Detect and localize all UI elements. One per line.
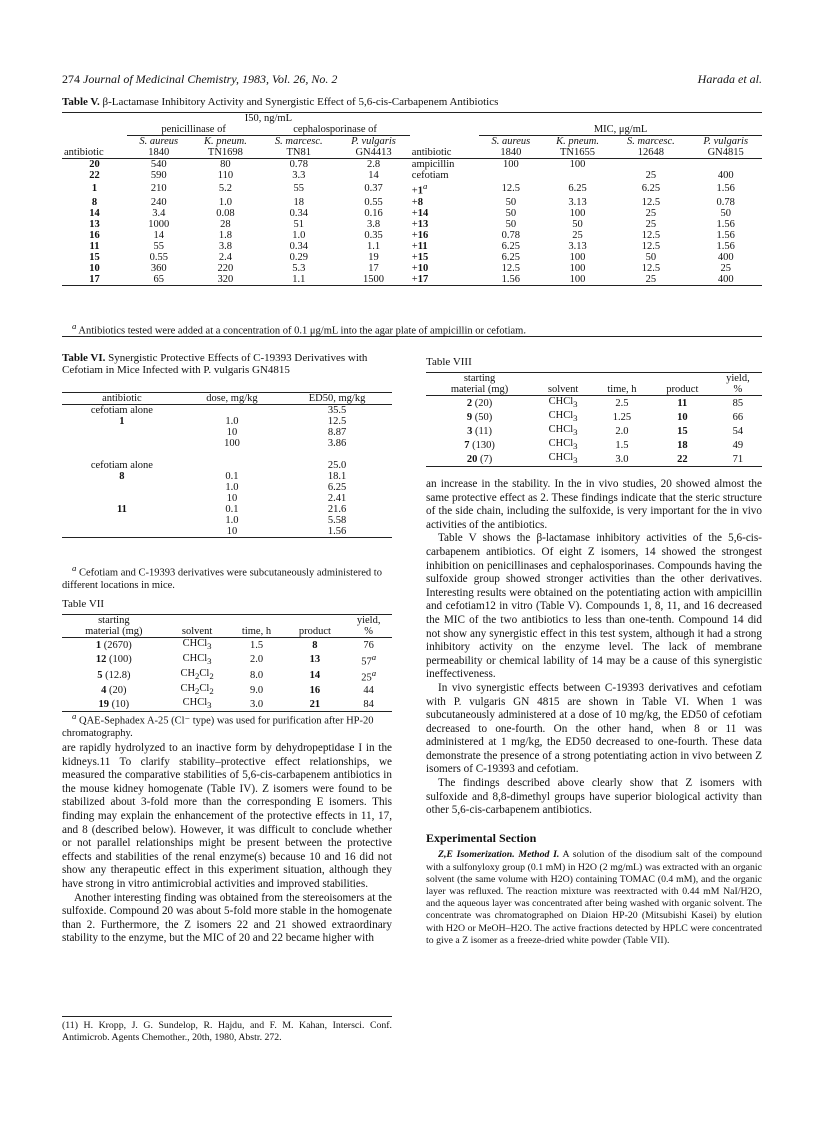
- table-cell: 12.5: [327, 416, 347, 427]
- table-cell: 540: [150, 159, 167, 170]
- table-row: [62, 181, 762, 197]
- table-cell: 1.56: [716, 229, 735, 241]
- col-antibiotic: antibiotic: [411, 147, 452, 158]
- table-cell: 11: [116, 504, 127, 515]
- table-cell: 12.5: [641, 196, 661, 208]
- table-cell: 6.25: [568, 183, 587, 195]
- paragraph: In vivo synergistic effects between C-19393 derivatives and cefotiam with P. vulgaris GN 4815 are shown in Table VI. When 1 was subcutaneously administered at a dose of 10 mg/kg, the ED50 of cefotiam decreased to one-fourth. On the other hand, when 8 or 11 was administered at 1 mg/kg, the ED50 decreased to one-fourth. These data demonstrate the presence of a strong potentiating action in vivo between Z isomers of C-19393 and cefotiam.: [426, 681, 762, 776]
- table-cell: 0.78: [289, 159, 308, 170]
- table-cell: 100: [569, 273, 586, 285]
- table-cell: 19 (10): [98, 698, 130, 710]
- table-cell: 100: [569, 251, 586, 263]
- table-cell: 14: [368, 170, 379, 181]
- table-cell: 1.0: [292, 229, 306, 241]
- table-cell: 0.78: [501, 229, 521, 241]
- table-cell: 100: [569, 207, 586, 219]
- table-row: [62, 405, 392, 417]
- table-cell: 6.25: [641, 183, 661, 195]
- org-header: K. pneum.: [556, 136, 599, 147]
- paragraph: The findings described above clearly show that Z isomers with sulfoxide and 8,8-dimethyl groups have superior biological activity than other 5,6-cis-carbapenem antibiotics.: [426, 777, 762, 817]
- table-cell: 20: [89, 159, 100, 170]
- table-cell: 6.25: [327, 482, 347, 493]
- table-cell: 13: [89, 218, 100, 230]
- author-running-head: Harada et al.: [697, 72, 762, 86]
- table-cell: $CH_2Cl_2$: [180, 683, 214, 697]
- table-cell: 14: [153, 229, 164, 241]
- col-pct: %: [364, 626, 374, 637]
- table-cell: 55: [293, 183, 305, 195]
- col-yield: yield,: [356, 615, 381, 626]
- col-dose: dose, mg/kg: [206, 393, 258, 404]
- table-cell: 3 (11): [467, 425, 493, 437]
- table-row: [426, 410, 762, 424]
- table-cell: 3.8: [366, 218, 381, 230]
- table-cell: 0.35: [364, 229, 383, 241]
- table6-caption: Table VI. Synergistic Protective Effects of C-19393 Derivatives with Cefotiam in Mice Infected with P. vulgaris GN4815: [62, 352, 368, 376]
- table-cell: 35.5: [327, 405, 347, 416]
- table-row: [62, 683, 392, 697]
- table-cell: [182, 460, 282, 471]
- table-cell: [62, 438, 182, 449]
- table-cell: 25: [572, 229, 583, 241]
- table-cell: +10: [411, 262, 429, 274]
- table-cell: 1.0: [225, 416, 239, 427]
- table-cell: +16: [411, 229, 429, 241]
- table-cell: 0.78: [716, 196, 735, 208]
- org-header: S. marcesc.: [627, 136, 675, 147]
- table-cell: 18.1: [327, 471, 347, 482]
- table-row: [62, 449, 392, 460]
- table-cell: +11: [411, 240, 428, 252]
- table6-body: [62, 405, 392, 538]
- table-cell: 1.0: [225, 482, 239, 493]
- table-cell: 50: [720, 207, 731, 219]
- table-cell: [282, 449, 392, 460]
- table-cell: 400: [717, 170, 734, 181]
- table-cell: 1: [119, 416, 125, 427]
- table-cell: 49: [732, 439, 744, 451]
- table-cell: 1.25: [612, 411, 632, 423]
- table-row: [62, 208, 762, 219]
- table-cell: 1.5: [615, 439, 629, 451]
- table-cell: 50: [505, 218, 517, 230]
- table8-body: [426, 396, 762, 467]
- strain-header: 1840: [148, 147, 170, 158]
- table-cell: 220: [217, 262, 234, 274]
- table-cell: 100: [224, 438, 240, 449]
- table6: [62, 392, 392, 538]
- paragraph: an increase in the stability. In the in vivo studies, 20 showed almost the same protective effect as 2. These findings indicate that the steric structure of the side chain, including the sulfoxide, is very important for the in vivo activities of the antibiotics.: [426, 478, 762, 531]
- penicillinase-group: penicillinase of: [127, 124, 260, 136]
- table-cell: 2 (20): [466, 397, 493, 409]
- table-cell: 17: [368, 262, 379, 274]
- table-cell: 8: [119, 471, 125, 482]
- col-time: time, h: [607, 384, 637, 395]
- table-cell: 15: [677, 425, 688, 437]
- table-cell: 0.37: [364, 183, 383, 195]
- table-cell: 10: [677, 411, 688, 423]
- table-cell: 4 (20): [101, 684, 127, 696]
- table-cell: 400: [717, 273, 734, 285]
- table-row: [62, 493, 392, 504]
- table-cell: 13: [309, 654, 321, 666]
- table-cell: 210: [150, 183, 167, 195]
- table-cell: 1 (2670): [95, 639, 132, 651]
- table8: [426, 372, 762, 467]
- table-cell: 51: [293, 218, 305, 230]
- table-cell: 0.16: [364, 207, 383, 219]
- table-cell: 66: [732, 411, 744, 423]
- table-cell: 25: [645, 170, 657, 181]
- table-cell: 1.56: [716, 240, 735, 252]
- table-cell: 3.8: [218, 240, 232, 252]
- col-product: product: [666, 384, 699, 395]
- table-cell: 590: [150, 170, 167, 181]
- table-cell: 2.8: [366, 159, 381, 170]
- table-cell: 28: [220, 218, 231, 230]
- table-cell: 1500: [363, 273, 385, 285]
- table-cell: 10: [226, 493, 238, 504]
- table-cell: 80: [220, 159, 231, 170]
- right-body-text: [426, 478, 762, 947]
- col-time: time, h: [241, 626, 272, 637]
- strain-header: 1840: [500, 147, 522, 158]
- table-cell: [62, 526, 182, 538]
- table7-caption: Table VII: [62, 598, 105, 610]
- table5-caption: Table V. β-Lactamase Inhibitory Activity and Synergistic Effect of 5,6-cis-Carbapenem Antibiotics: [62, 96, 499, 108]
- table-row: [62, 668, 392, 684]
- strain-header: TN1698: [207, 147, 243, 158]
- table-cell: [182, 449, 282, 460]
- table-cell: 12 (100): [95, 654, 132, 666]
- table-cell: 12.5: [641, 229, 661, 241]
- left-body-text: [62, 742, 392, 946]
- table-cell: [62, 427, 182, 438]
- table-cell: 100: [569, 262, 586, 274]
- table-row: [62, 197, 762, 208]
- table-cell: 50: [572, 218, 583, 230]
- table-cell: 20 (7): [466, 453, 493, 465]
- table-cell: 0.34: [289, 240, 308, 252]
- table-cell: 400: [717, 251, 734, 263]
- table-cell: +17: [411, 273, 429, 285]
- org-header: S. aureus: [139, 136, 179, 147]
- col-starting: starting: [463, 373, 496, 384]
- table-cell: 8: [91, 196, 98, 208]
- table-cell: 44: [363, 684, 374, 696]
- table-cell: [62, 449, 182, 460]
- table-row: [426, 396, 762, 411]
- table-cell: 22: [89, 170, 100, 181]
- table-cell: 50: [505, 207, 517, 219]
- table-cell: [689, 159, 762, 171]
- col-starting: starting: [98, 615, 130, 626]
- org-header: P. vulgaris: [703, 136, 749, 147]
- table-cell: 65: [153, 273, 164, 285]
- table-cell: 10: [226, 526, 238, 537]
- table-row: [62, 230, 762, 241]
- table-cell: cefotiam: [411, 170, 449, 181]
- table-cell: +8: [411, 196, 423, 208]
- table-cell: 25: [720, 262, 731, 274]
- table-cell: $+1^a$: [411, 181, 428, 197]
- table-row: [62, 263, 762, 274]
- col-pct: %: [733, 384, 743, 395]
- table-cell: 1.56: [327, 526, 347, 537]
- table-cell: 1.56: [501, 273, 521, 285]
- table-cell: [62, 493, 182, 504]
- org-header: K. pneum.: [203, 136, 247, 147]
- col-solvent: solvent: [547, 384, 579, 395]
- table-cell: 16: [309, 684, 321, 696]
- table-cell: 8: [312, 639, 318, 651]
- table-cell: 0.55: [364, 196, 383, 208]
- table-cell: CHCl$_3$: [548, 424, 578, 438]
- table-cell: 1.5: [249, 639, 264, 651]
- table-row: [62, 652, 392, 668]
- table-cell: 25$^a$: [361, 667, 377, 684]
- table-cell: 10: [89, 262, 100, 274]
- table-cell: 12.5: [641, 262, 661, 274]
- paragraph: are rapidly hydrolyzed to an inactive form by dehydropeptidase I in the kidneys.11 To clarify stability–protective effect relationships, we measured the comparative stabilities of 5,6-cis-carbapenem antibiotics in the mouse kidney homogenate (Table IV). Z isomers were found to be stabilized about 3-fold more than the corresponding E isomers. This finding may explain the enhancement of the protective effects in 11, 17, and 8 (described below). However, it was difficult to conclude whether or not parallel relationships might be present between the protective effects and stabilities of the renal enzyme(s) because 10 and 16 did not show any therapeutic effect in this experiment situation, although they have strong in vitro antimicrobial activities and improved stabilities.: [62, 742, 392, 890]
- table-cell: 100: [502, 159, 519, 170]
- table-cell: 2.5: [615, 397, 629, 409]
- table-cell: 16: [89, 229, 100, 241]
- col-material: material (mg): [450, 384, 509, 395]
- table-cell: CHCl$_3$: [182, 697, 212, 711]
- table-cell: 0.1: [225, 504, 239, 515]
- table-cell: [62, 515, 182, 526]
- table-cell: 5.2: [218, 183, 232, 195]
- table-cell: 3.0: [249, 698, 264, 710]
- footnote-rule: [62, 1016, 392, 1017]
- table-cell: +13: [411, 218, 429, 230]
- table-cell: 8.0: [249, 669, 264, 681]
- table-cell: 14: [89, 207, 100, 219]
- table-row: [62, 416, 392, 427]
- table-row: [62, 504, 392, 515]
- table-cell: 8.87: [327, 427, 347, 438]
- table7: [62, 614, 392, 712]
- table-cell: 1.56: [716, 183, 735, 195]
- table-cell: 11: [89, 240, 100, 252]
- table-cell: 84: [363, 698, 374, 710]
- table-cell: +14: [411, 207, 429, 219]
- table-cell: 1.0: [218, 196, 232, 208]
- strain-header: 12648: [637, 147, 664, 158]
- table5-bottom-rule: [62, 336, 762, 337]
- table-cell: CHCl$_3$: [182, 652, 212, 666]
- table-cell: 5.3: [292, 262, 306, 274]
- table-cell: 2.0: [249, 654, 264, 666]
- table-cell: 100: [569, 159, 586, 170]
- table-cell: 1000: [148, 218, 170, 230]
- table-row: [62, 515, 392, 526]
- org-header: S. marcesc.: [274, 136, 323, 147]
- col-ed50: ED50, mg/kg: [308, 393, 366, 404]
- col-solvent: solvent: [181, 626, 213, 637]
- col-yield: yield,: [726, 373, 750, 384]
- table-cell: 1.8: [218, 229, 232, 241]
- table-row: [62, 438, 392, 449]
- table-cell: 21.6: [327, 504, 347, 515]
- table-cell: 6.25: [501, 251, 521, 263]
- table5: [62, 112, 762, 286]
- table-cell: CHCl$_3$: [548, 410, 578, 424]
- table-cell: 0.29: [289, 251, 308, 263]
- table6-footnote: $^a$ Cefotiam and C-19393 derivatives were subcutaneously administered to different locations in mice.: [62, 563, 382, 591]
- table-row: [62, 219, 762, 230]
- table-cell: CHCl$_3$: [548, 396, 578, 410]
- table-cell: 0.55: [149, 251, 168, 263]
- table-cell: CHCl$_3$: [548, 438, 578, 452]
- table7-body: [62, 638, 392, 712]
- table-cell: 15: [89, 251, 100, 263]
- table-cell: 12.5: [641, 240, 661, 252]
- table-cell: 18: [293, 196, 305, 208]
- table-cell: 22: [677, 453, 688, 465]
- table-cell: 3.13: [568, 196, 587, 208]
- experimental-heading: Experimental Section: [426, 830, 537, 845]
- table-cell: 11: [677, 397, 688, 409]
- running-header: [62, 72, 762, 87]
- table-row: [62, 471, 392, 482]
- table-row: [62, 526, 392, 538]
- table-cell: 9.0: [249, 684, 264, 696]
- table-cell: 54: [732, 425, 744, 437]
- table-cell: 71: [732, 453, 744, 465]
- org-header: S. aureus: [491, 136, 531, 147]
- table-cell: 3.86: [327, 438, 347, 449]
- table-cell: 12.5: [501, 183, 521, 195]
- strain-header: TN81: [286, 147, 312, 158]
- paragraph: Another interesting finding was obtained from the stereoisomers at the sulfoxide. Compound 20 was about 5-fold more stable in the homogenate than 2. Furthermore, the Z isomers 22 and 21 showed extraordinary stability to the enzyme, but the MIC of 20 and 22 became higher with: [62, 891, 392, 945]
- i50-header: I50, ng/mL: [244, 113, 292, 124]
- table-cell: 85: [732, 397, 744, 409]
- mic-header: MIC, μg/mL: [479, 124, 762, 136]
- table-cell: 110: [217, 170, 234, 181]
- table-row: [426, 452, 762, 467]
- table-cell: 25: [645, 273, 657, 285]
- table-cell: [62, 482, 182, 493]
- col-antibiotic: antibiotic: [64, 147, 104, 158]
- table-cell: 3.13: [568, 240, 587, 252]
- table-cell: 18: [677, 439, 688, 451]
- table-cell: +15: [411, 251, 429, 263]
- cephalosporinase-group: cephalosporinase of: [260, 124, 410, 136]
- table-cell: $CH_2Cl_2$: [180, 668, 214, 682]
- table-row: [62, 241, 762, 252]
- table-cell: 240: [150, 196, 167, 208]
- table-cell: 2.0: [615, 425, 629, 437]
- table-cell: 2.4: [218, 251, 232, 263]
- table-cell: 3.4: [152, 207, 166, 219]
- table-cell: 1.56: [716, 218, 735, 230]
- table-cell: cefotiam alone: [90, 405, 153, 416]
- table-cell: 76: [363, 639, 374, 651]
- table-cell: 2.41: [327, 493, 347, 504]
- strain-header: GN4815: [707, 147, 744, 158]
- table-cell: 320: [217, 273, 234, 285]
- col-material: material (mg): [85, 626, 143, 637]
- table-row: [62, 638, 392, 653]
- table-cell: 1.0: [225, 515, 239, 526]
- table-cell: ampicillin: [411, 159, 455, 170]
- table-cell: 25: [645, 207, 657, 219]
- page-number: 274: [62, 72, 80, 86]
- table-row: [62, 460, 392, 471]
- journal-citation: Journal of Medicinal Chemistry, 1983, Vol. 26, No. 2: [83, 72, 338, 86]
- table-row: [62, 252, 762, 263]
- table-cell: 360: [150, 262, 167, 274]
- table-cell: 14: [309, 669, 321, 681]
- table-cell: [479, 170, 543, 181]
- strain-header: GN4413: [355, 147, 392, 158]
- table7-footnote: $^a$ QAE-Sephadex A-25 (Cl⁻ type) was used for purification after HP-20 chromatography.: [62, 711, 374, 739]
- reference-11: (11) H. Kropp, J. G. Sundelop, R. Hajdu, and F. M. Kahan, Intersci. Conf. Antimicrob. Agents Chemother., 20th, 1980, Abstr. 272.: [62, 1020, 392, 1044]
- table-cell: 3.0: [615, 453, 629, 465]
- table-row: [62, 159, 762, 171]
- table-cell: cefotiam alone: [90, 460, 153, 471]
- table-cell: 1.1: [366, 240, 381, 252]
- table-cell: 1.1: [292, 273, 306, 285]
- table-row: [62, 427, 392, 438]
- table-cell: 17: [89, 273, 100, 285]
- table-cell: 55: [153, 240, 164, 252]
- table-cell: 0.34: [289, 207, 308, 219]
- table-cell: 1: [91, 183, 98, 195]
- table-cell: [182, 405, 282, 417]
- table-cell: 25.0: [327, 460, 347, 471]
- table-row: [426, 424, 762, 438]
- table-cell: 57$^a$: [361, 652, 377, 668]
- paragraph: Table V shows the β-lactamase inhibitory activities of the 5,6-cis-carbapenem antibiotics. Of eight Z isomers, 14 showed the strongest inhibition on penicillinases and cephalosporinases. Compounds having the sulfoxide group showed stronger activities than the other derivatives. Interesting results were obtained on the potentiating action with ampicillin and cefotiam12 in vitro (Table V). Compounds 1, 8, 11, and 16 decreased the MIC of the two antibiotics to less than one-tenth. Compound 14 did not show any synergistic effect in this test system, although it had a strong inhibitory activity on the enzyme level. The lack of membrane permeability or chemical lability of 14 may be a cause of this synergistic ineffectiveness.: [426, 532, 762, 681]
- table-cell: [612, 159, 689, 171]
- table-row: [62, 170, 762, 181]
- table-cell: 19: [368, 251, 379, 263]
- table-cell: 21: [309, 698, 321, 710]
- table-cell: CHCl$_3$: [548, 452, 578, 466]
- table-row: [426, 438, 762, 452]
- table-cell: 5.58: [327, 515, 347, 526]
- table-cell: 25: [645, 218, 657, 230]
- table-cell: 50: [505, 196, 517, 208]
- col-antibiotic: antibiotic: [102, 393, 142, 404]
- org-header: P. vulgaris: [351, 136, 396, 147]
- table-cell: 9 (50): [466, 411, 493, 423]
- table5-footnote: $^a$ Antibiotics tested were added at a concentration of 0.1 μg/mL into the agar plate of ampicillin or cefotiam.: [72, 321, 526, 337]
- experimental-method: Z,E Isomerization. Method I. A solution of the disodium salt of the compound with a sulfonyloxy group (0.1 mM) in H2O (2 mg/mL) was extracted with an organic solvent (the same volume with H2O) containing TOMAC (0.4 mM), and the organic layer was refluxed. The reaction mixture was reextracted with 0.44 mM NaI/H2O, and the aqueous layer was concentrated after being washed with organic solvent. The concentrate was chromatographed on Diaion HP-20 (Mitsubishi Kasei) by elution with H2O or MeOH–H2O. The active fractions detected by HPLC were concentrated to give a Z isomer as a freeze-dried white powder (Table VII).: [426, 849, 762, 946]
- table-cell: 0.1: [225, 471, 239, 482]
- table8-caption: Table VIII: [426, 356, 472, 368]
- table-row: [62, 482, 392, 493]
- table-cell: CHCl$_3$: [182, 638, 212, 652]
- table-cell: 12.5: [501, 262, 521, 274]
- table-cell: 10: [226, 427, 238, 438]
- table-cell: 3.3: [292, 170, 306, 181]
- table-row: [62, 274, 762, 286]
- table5-body: [62, 159, 762, 286]
- col-product: product: [298, 626, 331, 637]
- table-cell: 5 (12.8): [97, 669, 131, 681]
- strain-header: TN1655: [560, 147, 596, 158]
- table-cell: [543, 170, 613, 181]
- table-cell: 6.25: [501, 240, 521, 252]
- table-cell: 50: [645, 251, 657, 263]
- table-cell: 7 (130): [464, 439, 495, 451]
- table-cell: 0.08: [216, 207, 235, 219]
